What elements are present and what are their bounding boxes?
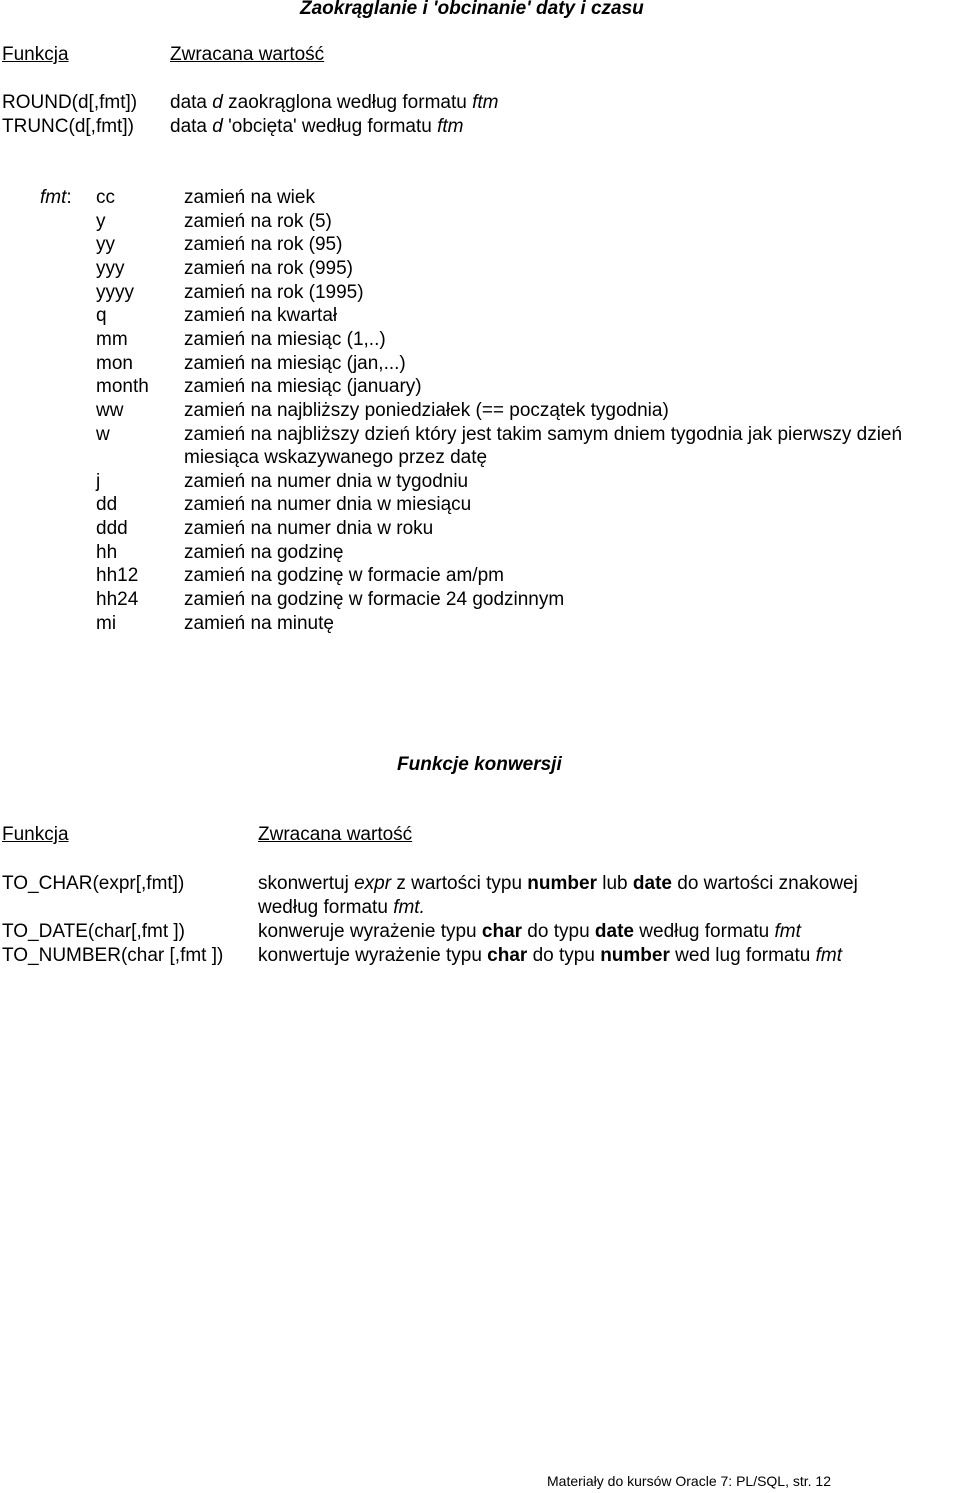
format-code: w	[96, 424, 110, 445]
format-row	[0, 541, 960, 565]
format-description: zamień na miesiąc (january)	[184, 376, 422, 397]
format-code: j	[96, 471, 101, 492]
format-description: zamień na numer dnia w miesiącu	[184, 494, 472, 515]
function-description: data d zaokrąglona według formatu ftm	[170, 92, 499, 113]
format-code: hh	[96, 542, 118, 563]
format-code: mm	[96, 329, 128, 350]
function-description-continued: według formatu fmt.	[258, 897, 425, 918]
format-description: zamień na miesiąc (jan,...)	[184, 353, 406, 374]
format-row	[0, 446, 960, 470]
format-code: mi	[96, 613, 117, 634]
format-row	[0, 352, 960, 376]
function-description: konweruje wyrażenie typu char do typu date według formatu fmt	[258, 921, 801, 942]
function-description: skonwertuj expr z wartości typu number lub date do wartości znakowej	[258, 873, 858, 894]
format-code: dd	[96, 494, 118, 515]
function-name: TO_CHAR(expr[,fmt])	[2, 873, 185, 894]
format-row	[0, 210, 960, 234]
format-description: zamień na minutę	[184, 613, 334, 634]
format-code: ww	[96, 400, 124, 421]
column-header-function: Funkcja	[2, 44, 69, 65]
format-code: hh12	[96, 565, 139, 586]
column-header-function: Funkcja	[2, 824, 69, 845]
format-description: zamień na najbliższy poniedziałek (== początek tygodnia)	[184, 400, 669, 421]
format-code: hh24	[96, 589, 139, 610]
format-code: cc	[96, 187, 115, 208]
format-row	[0, 233, 960, 257]
format-description: zamień na rok (95)	[184, 234, 343, 255]
format-description: zamień na rok (1995)	[184, 282, 364, 303]
format-description: zamień na rok (995)	[184, 258, 353, 279]
column-header-return-value: Zwracana wartość	[258, 824, 413, 845]
format-row	[0, 588, 960, 612]
function-name: TRUNC(d[,fmt])	[2, 116, 134, 137]
format-description: zamień na numer dnia w tygodniu	[184, 471, 469, 492]
format-description: zamień na rok (5)	[184, 211, 332, 232]
function-name: TO_NUMBER(char [,fmt ])	[2, 945, 224, 966]
format-row	[0, 399, 960, 423]
format-description: zamień na miesiąc (1,..)	[184, 329, 386, 350]
function-description: data d 'obcięta' według formatu ftm	[170, 116, 464, 137]
format-row	[0, 517, 960, 541]
format-row	[0, 493, 960, 517]
format-code: q	[96, 305, 107, 326]
format-description: zamień na godzinę w formacie 24 godzinnym	[184, 589, 565, 610]
function-name: ROUND(d[,fmt])	[2, 92, 138, 113]
format-row	[0, 281, 960, 305]
section-title-conversion: Funkcje konwersji	[397, 754, 562, 775]
section-title-rounding: Zaokrąglanie i 'obcinanie' daty i czasu	[300, 0, 644, 19]
fmt-label: fmt:	[40, 187, 72, 208]
format-description: zamień na kwartał	[184, 305, 338, 326]
format-row	[0, 375, 960, 399]
format-row	[0, 612, 960, 636]
format-code: yy	[96, 234, 115, 255]
format-row	[0, 470, 960, 494]
format-description: zamień na najbliższy dzień który jest takim samym dniem tygodnia jak pierwszy dzień	[184, 424, 903, 445]
format-description: zamień na wiek	[184, 187, 315, 208]
format-row	[0, 257, 960, 281]
format-row	[0, 423, 960, 447]
function-name: TO_DATE(char[,fmt ])	[2, 921, 185, 942]
format-row	[0, 186, 960, 210]
format-code: ddd	[96, 518, 128, 539]
format-description: zamień na numer dnia w roku	[184, 518, 434, 539]
format-row	[0, 304, 960, 328]
format-code: month	[96, 376, 149, 397]
format-code: mon	[96, 353, 133, 374]
format-code: yyyy	[96, 282, 134, 303]
format-code: y	[96, 211, 106, 232]
format-description: zamień na godzinę w formacie am/pm	[184, 565, 504, 586]
page-footer: Materiały do kursów Oracle 7: PL/SQL, str. 12	[547, 1473, 832, 1489]
format-row	[0, 328, 960, 352]
format-description: miesiąca wskazywanego przez datę	[184, 447, 488, 468]
column-header-return-value: Zwracana wartość	[170, 44, 325, 65]
format-row	[0, 564, 960, 588]
format-code: yyy	[96, 258, 125, 279]
format-description: zamień na godzinę	[184, 542, 344, 563]
function-description: konwertuje wyrażenie typu char do typu number wed lug formatu fmt	[258, 945, 843, 966]
